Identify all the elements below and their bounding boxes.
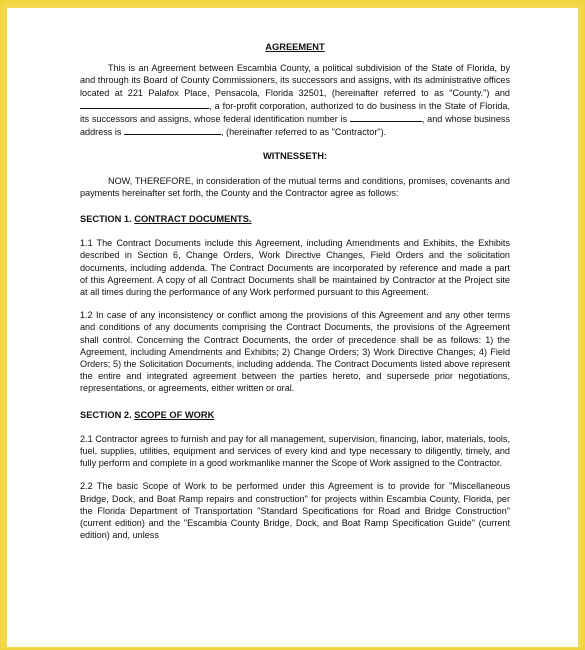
section-1-label: SECTION 1.	[80, 214, 132, 225]
document-body	[80, 41, 510, 542]
intro-text-1: This is an Agreement between Escambia County, a political subdivision of the State of Florida, by and through its Board of County Commissioners, its successors and assigns, with its administrative offices located at 221 Palafox Place, Pensacola, Florida 32501, (hereinafter referred to as "County.") and	[80, 63, 510, 98]
section-2-heading	[80, 409, 510, 421]
intro-text-4: , (hereinafter referred to as "Contractor").	[220, 127, 387, 138]
intro-text-2: , a for-profit corporation, authorized to do business in the State of Florida, its successors and assigns, whose federal identification number is	[80, 100, 510, 125]
document-title: AGREEMENT	[265, 42, 325, 52]
contractor-name-blank	[80, 99, 209, 109]
intro-paragraph	[80, 62, 510, 138]
paragraph-2-2: 2.2 The basic Scope of Work to be performed under this Agreement is to provide for "Miscellaneous Bridge, Dock, and Boat Ramp repairs and construction" for projects within Escambia County, Florida, per the Florida Department of Transportation "Standard Specifications for Road and Bridge Construction" (current edition) and the "Escambia County Bridge, Dock, and Boat Ramp Specification Guide" (current edition) and, unless	[80, 481, 510, 541]
section-2-title: SCOPE OF WORK	[134, 409, 215, 420]
business-address-blank	[124, 125, 221, 135]
section-1-title: CONTRACT DOCUMENTS.	[134, 214, 252, 225]
paragraph-1-2: 1.2 In case of any inconsistency or conflict among the provisions of this Agreement and any other terms and conditions of any documents comprising the Contract Documents, the provisions of the Agreement shall control. Concerning the Contract Documents, the order of precedence shall be as follows: 1) the Agreement, including Amendments and Exhibits; 2) Change Orders; 3) Work Directive Changes; 4) Field Orders; 5) the Solicitation Documents, including addenda. The Contract Documents listed above represent the entire and integrated agreement between the parties hereto, and supersede prior negotiations, representations, or agreements, either written or oral.	[80, 310, 510, 394]
paragraph-2-1: 2.1 Contractor agrees to furnish and pay for all management, supervision, financing, labor, materials, tools, fuel, supplies, utilities, equipment and services of every kind and type necessary to diligently, timely, and fully perform and complete in a good workmanlike manner the Scope of Work assigned to the Contractor.	[80, 433, 510, 469]
paragraph-1-1: 1.1 The Contract Documents include this Agreement, including Amendments and Exhibits, the Exhibits described in Section 6, Change Orders, Work Directive Changes, Field Orders and the solicitation documents, including addenda. The Contract Documents are incorporated by reference and made a part of this Agreement. A copy of all Contract Documents shall be maintained by Contractor at the Project site at all times during the performance of any Work performed pursuant to this Agreement.	[80, 238, 510, 298]
federal-id-blank	[350, 112, 422, 122]
section-2-label: SECTION 2.	[80, 409, 132, 420]
intro-text-3: , and whose business address is	[80, 114, 510, 138]
section-1-heading	[80, 213, 510, 225]
document-page	[7, 8, 578, 647]
witnesseth-heading: WITNESSETH:	[262, 151, 328, 162]
now-therefore-paragraph: NOW, THEREFORE, in consideration of the mutual terms and conditions, promises, covenants and payments hereinafter set forth, the County and the Contractor agree as follows:	[80, 175, 510, 198]
